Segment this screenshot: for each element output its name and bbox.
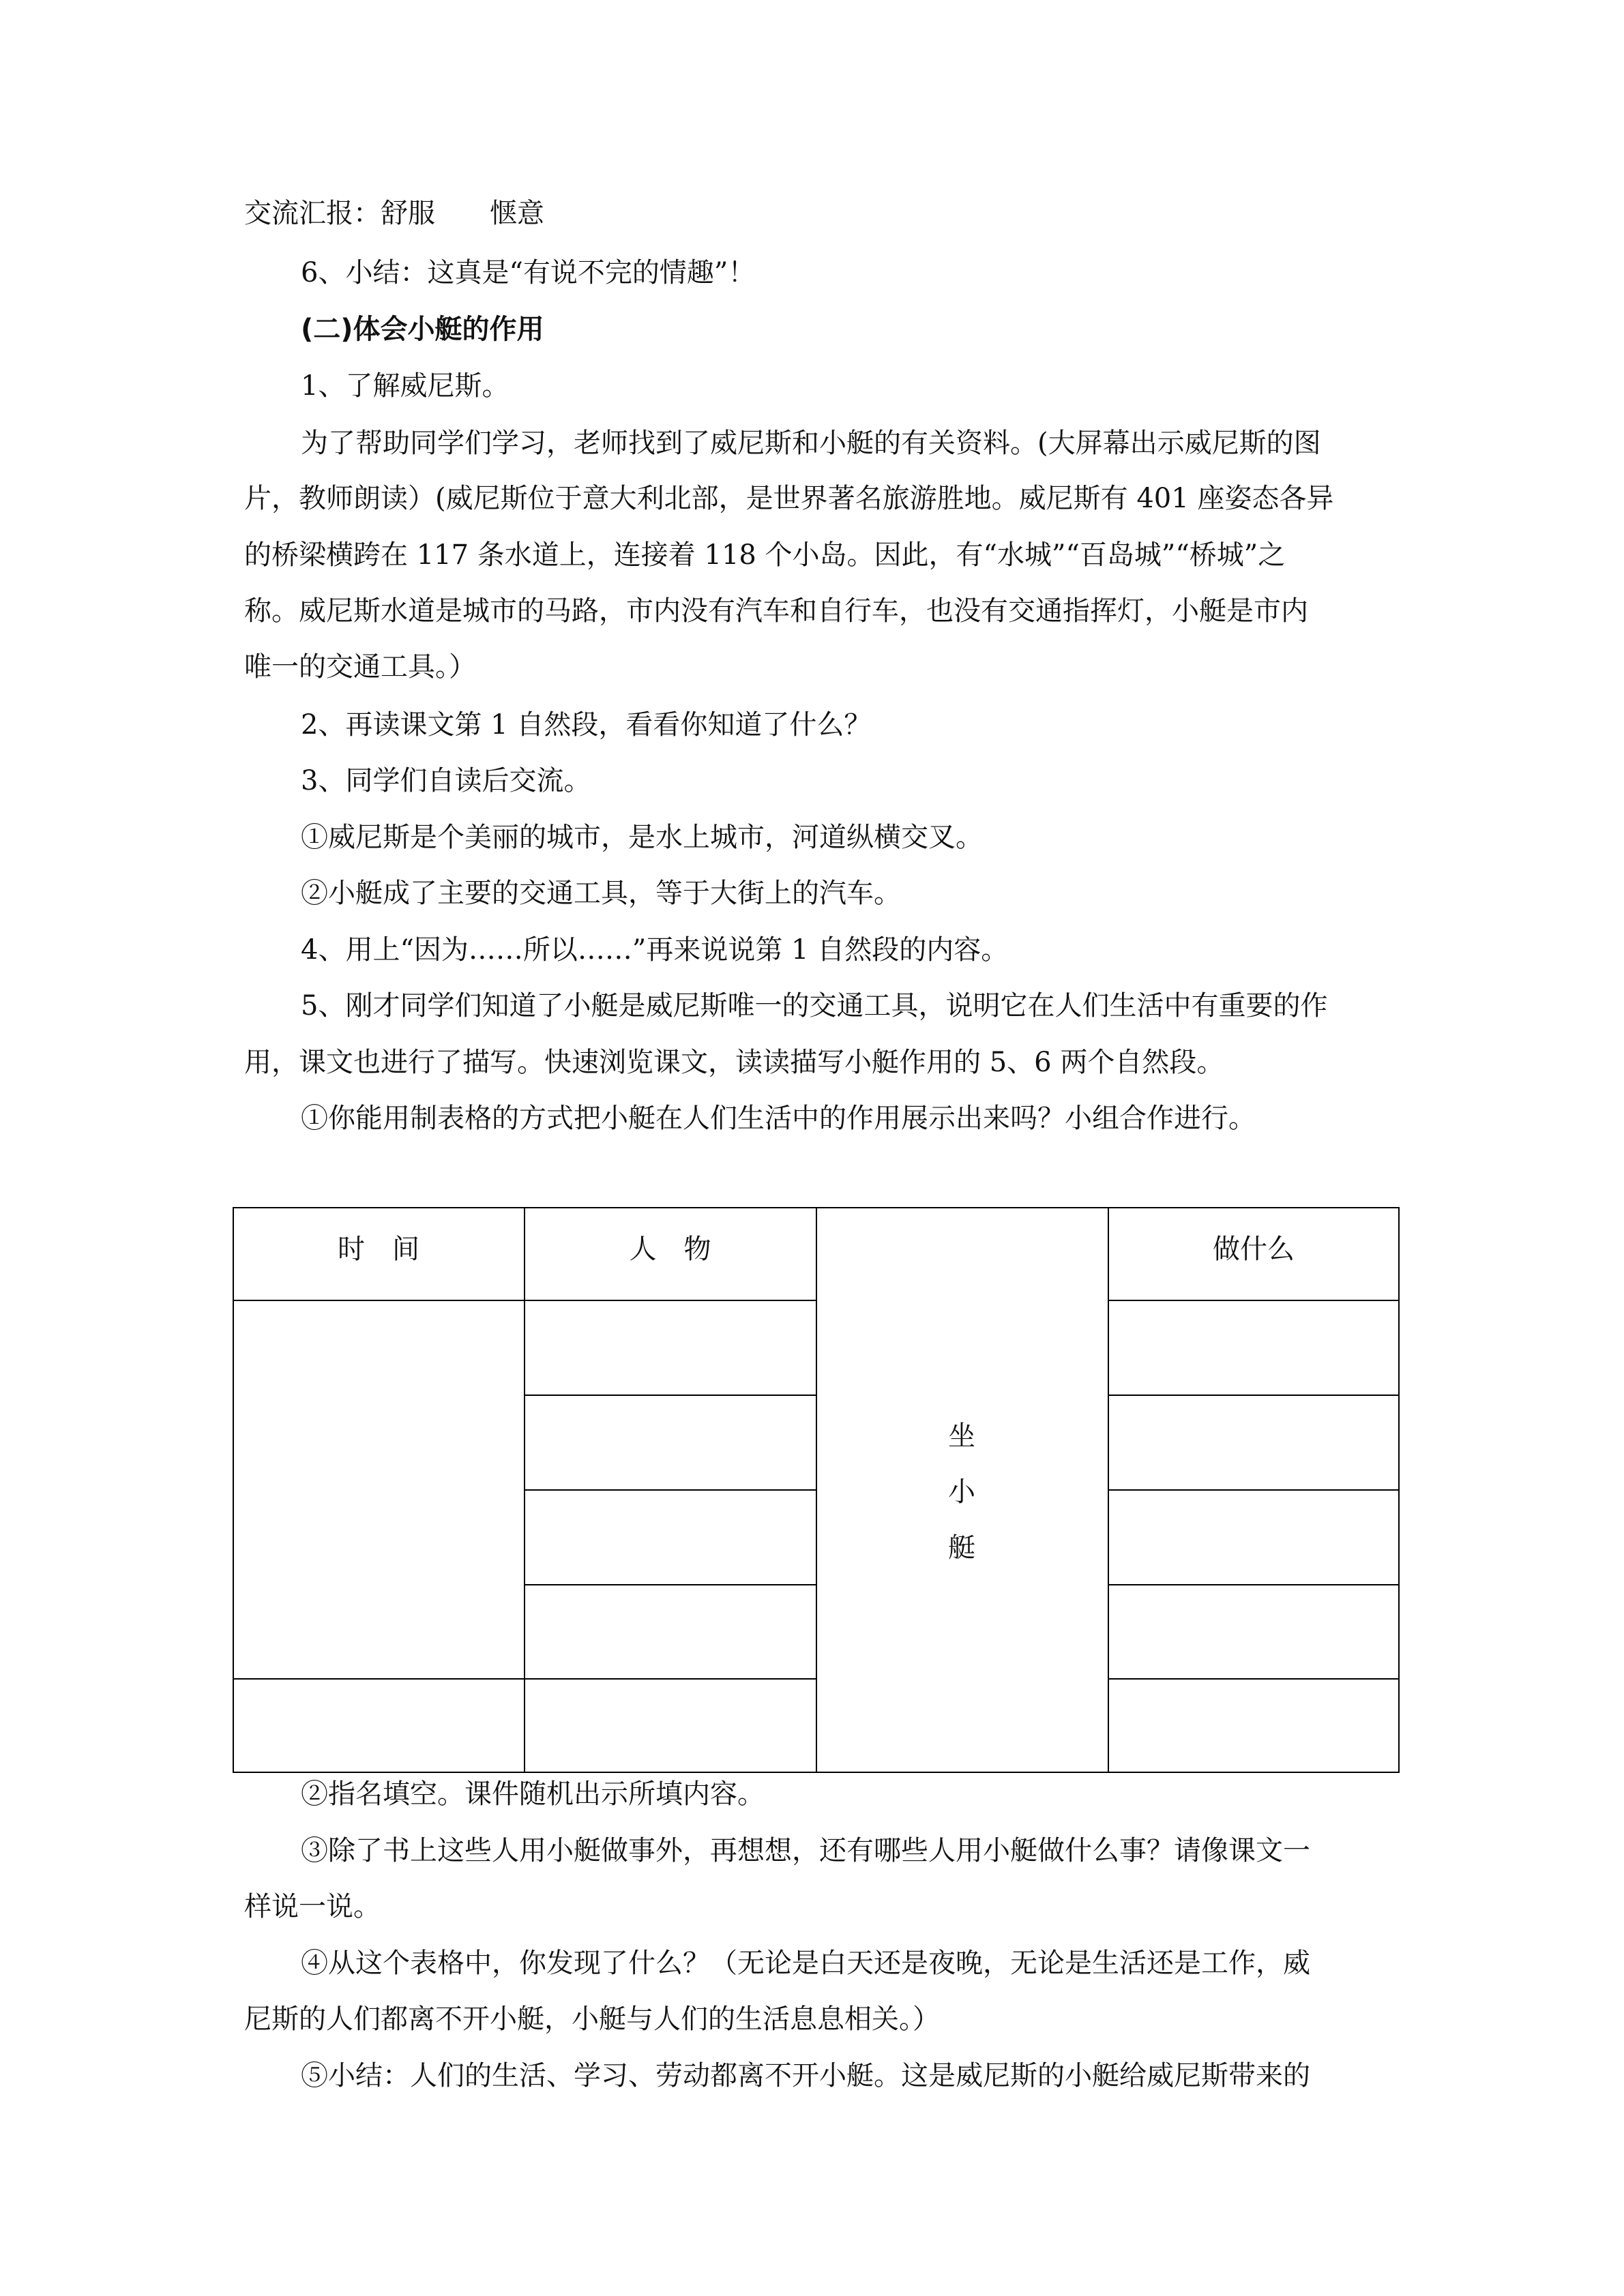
table-divider xyxy=(524,1395,816,1396)
table-divider xyxy=(524,1584,816,1585)
section-heading: (二)体会小艇的作用 xyxy=(301,314,544,345)
table-divider xyxy=(524,1489,816,1491)
paragraph-line: 称。威尼斯水道是城市的马路，市内没有汽车和自行车，也没有交通指挥灯，小艇是市内 xyxy=(244,595,1308,627)
table-divider xyxy=(1108,1678,1400,1680)
paragraph-line: 为了帮助同学们学习，老师找到了威尼斯和小艇的有关资料。(大屏幕出示威尼斯的图 xyxy=(301,428,1321,459)
middle-char: 艇 xyxy=(948,1532,975,1564)
report-word: 惬意 xyxy=(490,198,544,229)
point-1: ①威尼斯是个美丽的城市，是水上城市，河道纵横交叉。 xyxy=(301,822,983,853)
step-5: 5、刚才同学们知道了小艇是威尼斯唯一的交通工具，说明它在人们生活中有重要的作 xyxy=(301,990,1328,1022)
table-divider xyxy=(1108,1300,1400,1301)
paragraph-line: 唯一的交通工具。） xyxy=(244,651,476,683)
usage-table xyxy=(233,1207,1400,1773)
point-2: ②小艇成了主要的交通工具，等于大街上的汽车。 xyxy=(301,878,901,909)
point-e: ⑤小结：人们的生活、学习、劳动都离不开小艇。这是威尼斯的小艇给威尼斯带来的 xyxy=(301,2060,1310,2091)
point-c: ③除了书上这些人用小艇做事外，再想想，还有哪些人用小艇做什么事？请像课文一 xyxy=(301,1835,1310,1866)
report-line xyxy=(244,194,544,233)
table-divider xyxy=(1108,1489,1400,1491)
summary-line: 6、小结：这真是“有说不完的情趣”！ xyxy=(301,257,756,288)
paragraph-line: 的桥梁横跨在 117 条水道上，连接着 118 个小岛。因此，有“水城”“百岛城”“桥城”之 xyxy=(244,539,1286,571)
step-4: 4、用上“因为……所以……”再来说说第 1 自然段的内容。 xyxy=(301,934,1009,966)
table-divider xyxy=(524,1300,816,1301)
middle-label xyxy=(816,1408,1108,1576)
middle-char: 坐 xyxy=(948,1420,975,1452)
point-d: ④从这个表格中，你发现了什么？（无论是白天还是夜晚，无论是生活还是工作，威 xyxy=(301,1948,1310,1979)
table-divider xyxy=(524,1678,816,1680)
middle-char: 小 xyxy=(948,1476,975,1508)
table-divider xyxy=(1108,1584,1400,1585)
table-divider xyxy=(233,1300,525,1301)
point-b: ②指名填空。课件随机出示所填内容。 xyxy=(301,1778,765,1810)
table-divider xyxy=(1108,1395,1400,1396)
header-action: 做什么 xyxy=(1213,1234,1295,1265)
point-a: ①你能用制表格的方式把小艇在人们生活中的作用展示出来吗？小组合作进行。 xyxy=(301,1103,1256,1134)
step-2: 2、再读课文第 1 自然段，看看你知道了什么？ xyxy=(301,709,872,741)
paragraph-line: 片，教师朗读）(威尼斯位于意大利北部，是世界著名旅游胜地。威尼斯有 401 座姿态各异 xyxy=(244,483,1334,514)
header-time: 时 间 xyxy=(338,1234,419,1265)
step-1: 1、了解威尼斯。 xyxy=(301,370,510,402)
table-divider xyxy=(233,1678,525,1680)
step-3: 3、同学们自读后交流。 xyxy=(301,765,591,796)
paragraph-line: 尼斯的人们都离不开小艇，小艇与人们的生活息息相关。） xyxy=(244,2003,940,2035)
header-person: 人 物 xyxy=(629,1234,711,1265)
report-text: 交流汇报：舒服 xyxy=(244,198,435,229)
paragraph-line: 用，课文也进行了描写。快速浏览课文，读读描写小艇作用的 5、6 两个自然段。 xyxy=(244,1047,1224,1078)
paragraph-line: 样说一说。 xyxy=(244,1891,381,1922)
